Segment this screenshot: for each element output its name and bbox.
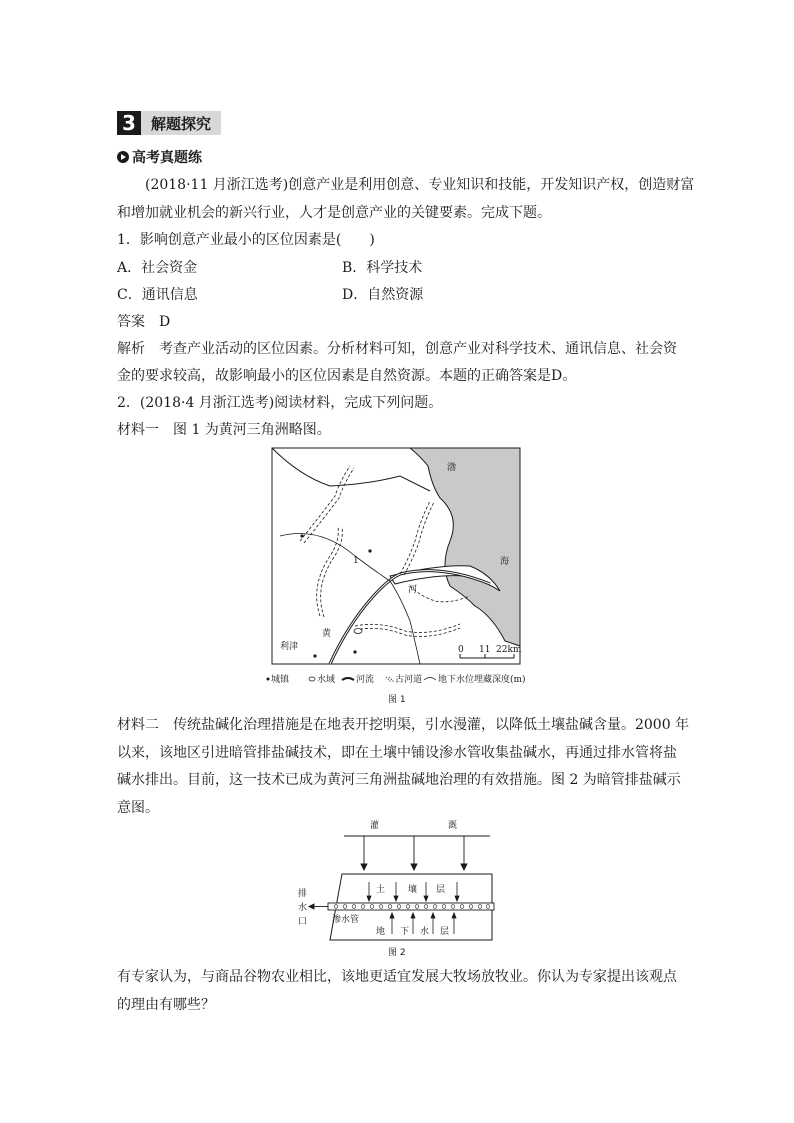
question2-prompt-1: 有专家认为，与商品谷物农业相比，该地更适宜发展大牧场放牧业。你认为专家提出该观点 — [117, 969, 677, 985]
analysis-line-1 — [117, 339, 677, 359]
figure2-diagram — [292, 818, 502, 946]
answer-value: D — [159, 314, 171, 330]
groundwater-char-1: 地 — [376, 927, 386, 937]
analysis-label: 解析 — [117, 341, 145, 357]
legend-town: 城镇 — [271, 675, 290, 685]
answer-label: 答案 — [117, 314, 145, 330]
river-label-1: 河 — [408, 585, 418, 595]
scale-label-11: 11 — [479, 645, 491, 655]
outlet-char-2: 水 — [298, 903, 308, 913]
option-c: C．通讯信息 — [117, 287, 198, 303]
town-marker — [368, 549, 371, 552]
intro-line-2: 和增加就业机会的新兴行业，人才是创意产业的关键要素。完成下题。 — [117, 205, 551, 221]
section-header — [117, 111, 221, 135]
material2-line-1: 材料二 传统盐碱化治理措施是在地表开挖明渠，引水漫灌，以降低土壤盐碱含量。2000 年 — [117, 717, 690, 733]
legend-river: 河流 — [356, 675, 375, 685]
city-label: 利津 — [280, 642, 299, 652]
figure1-caption: 图 1 — [388, 695, 406, 705]
town-marker — [313, 654, 316, 657]
subheading-text: 高考真题练 — [132, 150, 202, 166]
scale-label-0: 0 — [458, 645, 464, 655]
map-legend — [267, 673, 526, 685]
irrigation-char-1: 灌 — [370, 821, 380, 831]
question2-stem: 2．(2018·4 月浙江选考)阅读材料，完成下列问题。 — [117, 395, 443, 411]
section-title: 解题探究 — [141, 111, 221, 135]
groundwater-char-4: 层 — [440, 927, 450, 937]
outlet-char-1: 排 — [298, 889, 308, 899]
figure2-caption: 图 2 — [388, 948, 406, 958]
soil-char-2: 壤 — [408, 885, 418, 895]
outlet-char-3: 口 — [298, 917, 308, 927]
play-circle-icon — [117, 151, 129, 163]
figure1-map — [260, 446, 540, 691]
soil-char-3: 层 — [436, 885, 446, 895]
irrigation-arrows — [361, 836, 467, 870]
groundwater-char-3: 水 — [420, 927, 430, 937]
option-b: B．科学技术 — [342, 260, 423, 276]
analysis-text-1: 考查产业活动的区位因素。分析材料可知，创意产业对科学技术、通讯信息、社会资 — [159, 341, 677, 357]
legend-reservoir: 水域 — [317, 675, 336, 685]
legend-groundwater-icon — [424, 678, 436, 681]
soil-char-1: 土 — [376, 885, 386, 895]
analysis-line-2: 金的要求较高，故影响最小的区位因素是自然资源。本题的正确答案是D。 — [117, 368, 577, 384]
legend-old-course: 古河道 — [395, 675, 423, 685]
option-a: A．社会资金 — [117, 260, 198, 276]
subheading — [117, 148, 202, 168]
material2-line-3: 碱水排出。目前，这一技术已成为黄河三角洲盐碱地治理的有效措施。图 2 为暗管排盐碱示 — [117, 772, 681, 788]
option-d: D．自然资源 — [342, 287, 424, 303]
legend-town-icon — [267, 678, 270, 681]
material2-line-2: 以来，该地区引进暗管排盐碱技术，即在土壤中铺设渗水管收集盐碱水，再通过排水管将盐 — [117, 745, 677, 761]
section-number: 3 — [117, 111, 141, 135]
legend-old-course-icon — [386, 677, 394, 682]
sea-label-1: 渤 — [447, 463, 457, 473]
legend-groundwater: 地下水位埋藏深度(m) — [438, 675, 526, 685]
river-label-2: 黄 — [322, 629, 332, 639]
material2-line-4: 意图。 — [117, 800, 159, 816]
legend-reservoir-icon — [309, 677, 315, 681]
pipe-label: 渗水管 — [332, 915, 360, 925]
groundwater-char-2: 下 — [400, 927, 410, 937]
question2-prompt-2: 的理由有哪些？ — [117, 997, 215, 1013]
legend-river-icon — [342, 678, 354, 680]
sea-label-2: 海 — [500, 557, 510, 567]
reservoir — [354, 629, 362, 634]
outlet-arrow — [309, 904, 328, 909]
material1: 材料一 图 1 为黄河三角洲略图。 — [117, 422, 331, 438]
answer-line — [117, 312, 170, 332]
question1-stem: 1．影响创意产业最小的区位因素是( ) — [117, 232, 375, 248]
contour-label: 1 — [353, 556, 359, 566]
scale-label-22: 22km — [496, 645, 522, 655]
town-marker — [300, 534, 303, 537]
irrigation-char-2: 溉 — [448, 821, 458, 831]
town-marker — [353, 650, 356, 653]
intro-line-1: (2018·11 月浙江选考)创意产业是利用创意、专业知识和技能，开发知识产权，创造财富 — [145, 177, 695, 193]
